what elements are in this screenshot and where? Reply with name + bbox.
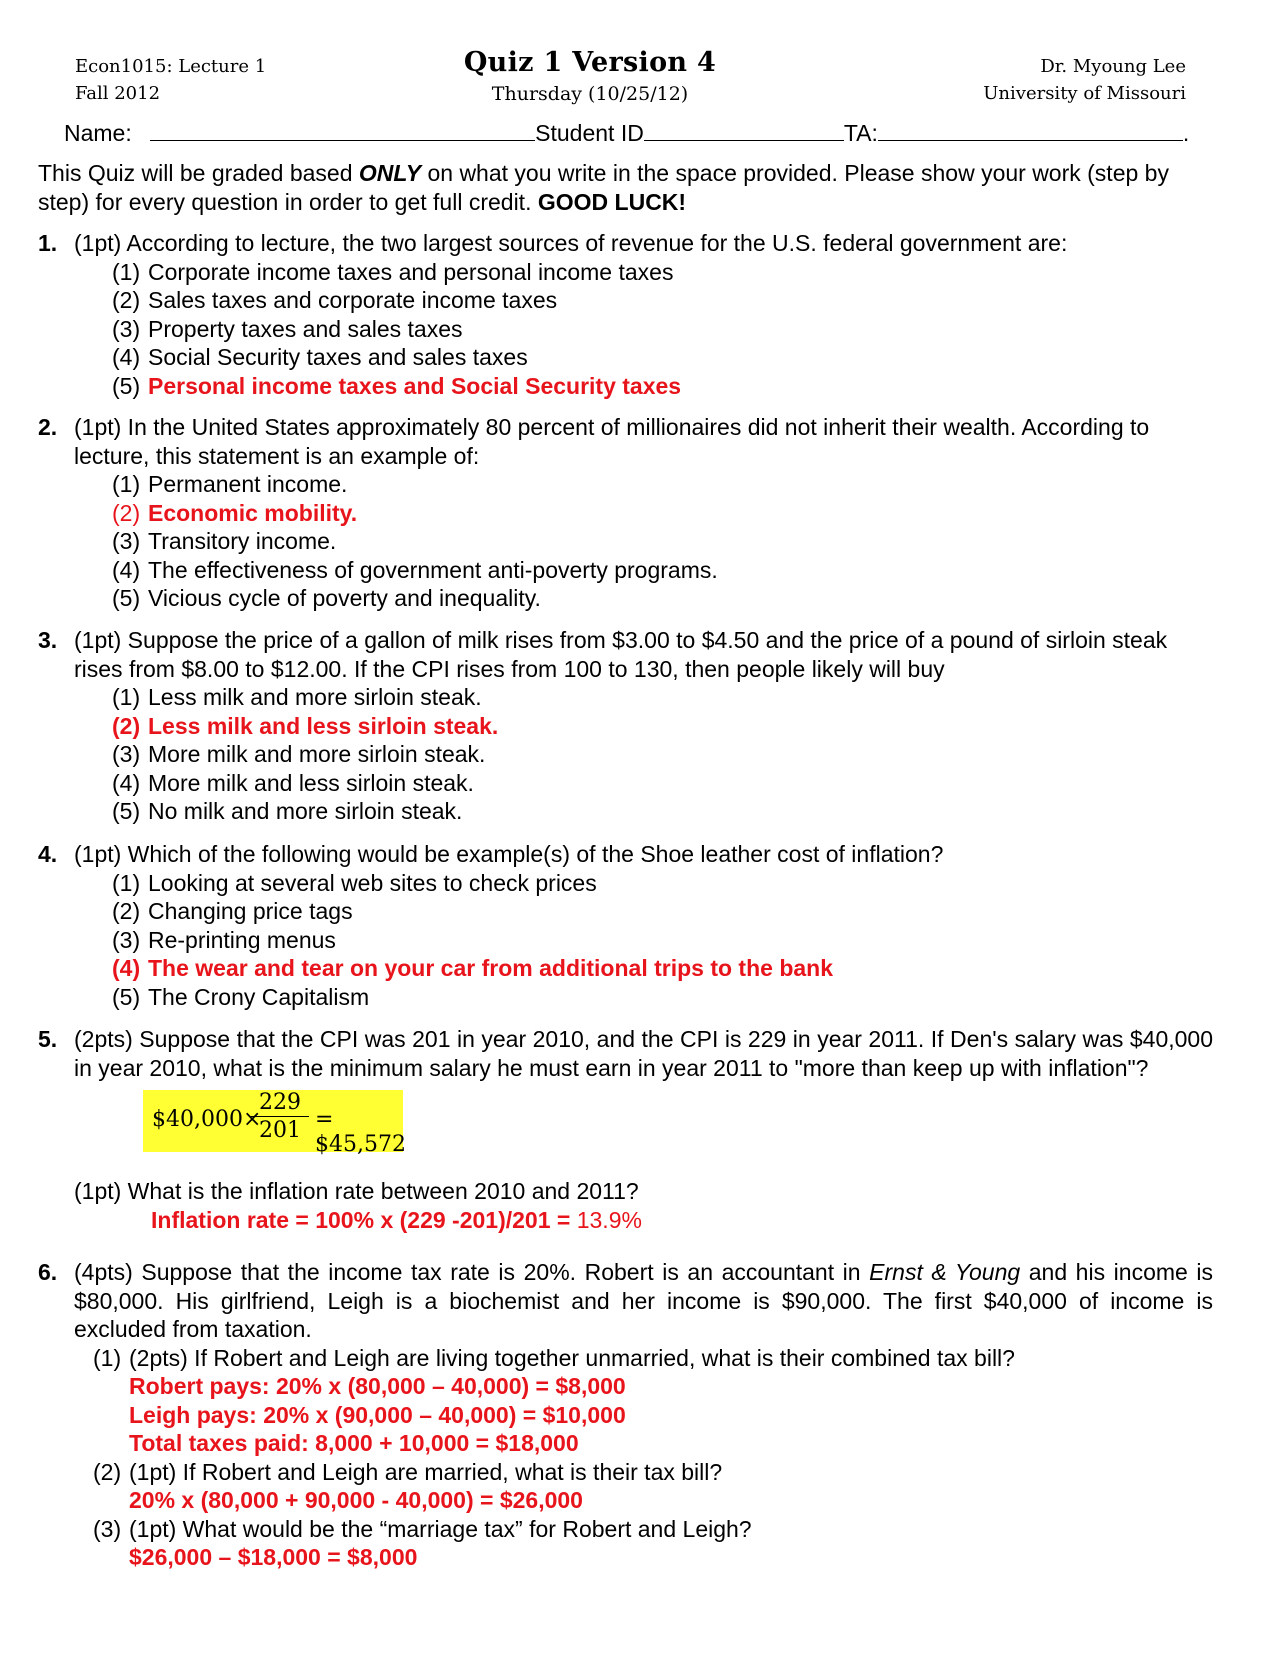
options-list xyxy=(112,683,1213,826)
formula-denominator: 201 xyxy=(259,1118,301,1143)
option-2: (2) Sales taxes and corporate income taxes xyxy=(112,287,558,313)
formula-rhs: = $45,572 xyxy=(315,1107,406,1157)
question-5 xyxy=(38,1025,1213,1082)
part-3: (3) (1pt) What would be the “marriage tax” for Robert and Leigh? xyxy=(93,1515,752,1542)
question-3 xyxy=(38,626,1213,826)
student-id-label: Student ID xyxy=(535,120,644,146)
formula-lhs: $40,000× xyxy=(152,1107,262,1132)
question-6 xyxy=(38,1258,1213,1572)
salary-formula-highlight xyxy=(143,1090,406,1157)
student-id-field[interactable] xyxy=(644,118,844,141)
part-1-answer-leigh: Leigh pays: 20% x (90,000 – 40,000) = $10,000 xyxy=(129,1401,626,1428)
option-3: (3) Transitory income. xyxy=(112,528,337,554)
name-line xyxy=(64,118,1194,148)
ta-label: TA: xyxy=(843,120,878,146)
question-text: (4pts) Suppose that the income tax rate is 20%. Robert is an accountant in Ernst & Young and his income is $80,000. His girlfriend, Leigh is a biochemist and her income is $90,000. The first $40,000 of income is excluded from taxation. xyxy=(74,1259,1213,1342)
question-number: 4. xyxy=(38,841,58,867)
part-1-answer-robert: Robert pays: 20% x (80,000 – 40,000) = $8,000 xyxy=(129,1373,626,1399)
question-1 xyxy=(38,229,1213,400)
question-text: (1pt) Which of the following would be example(s) of the Shoe leather cost of inflation? xyxy=(74,841,944,867)
option-4-answer: (4) The wear and tear on your car from additional trips to the bank xyxy=(112,955,834,981)
end-mark: . xyxy=(1182,120,1190,146)
question-number: 5. xyxy=(38,1026,58,1052)
question-number: 6. xyxy=(38,1259,58,1285)
option-1: (1) Looking at several web sites to check prices xyxy=(112,869,597,896)
course-label: Econ1015: Lecture 1 xyxy=(75,56,267,77)
university-name: University of Missouri xyxy=(983,83,1186,104)
option-5: (5) The Crony Capitalism xyxy=(112,983,370,1010)
question-number: 2. xyxy=(38,414,58,440)
name-field[interactable] xyxy=(150,118,535,141)
good-luck: GOOD LUCK! xyxy=(537,189,687,215)
option-5: (5) Vicious cycle of poverty and inequality. xyxy=(112,585,541,611)
option-3: (3) More milk and more sirloin steak. xyxy=(112,741,486,767)
option-1: (1) Corporate income taxes and personal income taxes xyxy=(112,258,674,285)
ta-field[interactable] xyxy=(878,118,1183,141)
option-4: (4) Social Security taxes and sales taxes xyxy=(112,344,528,370)
instructions-text-1: This Quiz will be graded based xyxy=(38,160,359,186)
instructions-text-2: on what you write in the space provided. Please show your work (step by step) for every question in order to get full credit. xyxy=(38,160,1169,215)
option-4: (4) More milk and less sirloin steak. xyxy=(112,769,474,796)
question-5-part-b xyxy=(38,1177,1213,1234)
question-4 xyxy=(38,840,1213,1011)
option-5: (5) No milk and more sirloin steak. xyxy=(112,798,463,824)
option-3: (3) Property taxes and sales taxes xyxy=(112,315,463,342)
header-right xyxy=(983,53,1186,107)
part-3-answer: $26,000 – $18,000 = $8,000 xyxy=(129,1544,418,1570)
options-list xyxy=(112,869,1213,1012)
quiz-date: Thursday (10/25/12) xyxy=(491,83,689,105)
option-2-answer: (2) Less milk and less sirloin steak. xyxy=(112,712,499,739)
question-number: 3. xyxy=(38,627,58,653)
company-name: Ernst & Young xyxy=(869,1259,1021,1285)
options-list xyxy=(112,258,1213,401)
option-5-answer: (5) Personal income taxes and Social Security taxes xyxy=(112,372,682,399)
quiz-title: Quiz 1 Version 4 xyxy=(463,47,717,78)
header-center xyxy=(400,45,780,107)
term-label: Fall 2012 xyxy=(75,83,161,104)
formula-fraction xyxy=(251,1090,309,1145)
question-text: (1pt) According to lecture, the two largest sources of revenue for the U.S. federal government are: xyxy=(74,230,1068,256)
question-text: (1pt) In the United States approximately 80 percent of millionaires did not inherit their wealth. According to lecture, this statement is an example of: xyxy=(74,414,1150,469)
instructions xyxy=(38,159,1213,217)
part-2: (2) (1pt) If Robert and Leigh are married, what is their tax bill? xyxy=(93,1458,723,1485)
option-2-answer: (2) Economic mobility. xyxy=(112,499,358,526)
question-text: (1pt) Suppose the price of a gallon of milk rises from $3.00 to $4.50 and the price of a pound of sirloin steak rises from $8.00 to $12.00. If the CPI rises from 100 to 130, then people likely will buy xyxy=(74,627,1168,682)
sub-parts xyxy=(93,1344,1213,1572)
question-text: (2pts) Suppose that the CPI was 201 in year 2010, and the CPI is 229 in year 2011. If Den's salary was $40,000 in year 2010, what is the minimum salary he must earn in year 2011 to "more than keep up with inflation"? xyxy=(74,1026,1213,1081)
inflation-answer: Inflation rate = 100% x (229 -201)/201 = 13.9% xyxy=(151,1206,642,1233)
options-list xyxy=(112,470,1213,613)
option-4: (4) The effectiveness of government anti-poverty programs. xyxy=(112,556,718,583)
name-label: Name: xyxy=(64,120,132,146)
part-1-answer-total: Total taxes paid: 8,000 + 10,000 = $18,000 xyxy=(129,1430,579,1456)
instructor-name: Dr. Myoung Lee xyxy=(1040,56,1186,77)
sub-question-text: (1pt) What is the inflation rate between 2010 and 2011? xyxy=(74,1178,639,1204)
option-2: (2) Changing price tags xyxy=(112,898,353,924)
part-2-answer: 20% x (80,000 + 90,000 - 40,000) = $26,000 xyxy=(129,1487,583,1513)
option-1: (1) Less milk and more sirloin steak. xyxy=(112,684,482,710)
question-2 xyxy=(38,413,1213,613)
header-left xyxy=(75,53,266,107)
part-1: (1) (2pts) If Robert and Leigh are living together unmarried, what is their combined tax bill? xyxy=(93,1344,1015,1371)
question-number: 1. xyxy=(38,230,58,256)
option-3: (3) Re-printing menus xyxy=(112,926,336,953)
option-1: (1) Permanent income. xyxy=(112,471,348,497)
formula-numerator: 229 xyxy=(251,1090,309,1117)
instructions-only: ONLY xyxy=(358,160,422,186)
